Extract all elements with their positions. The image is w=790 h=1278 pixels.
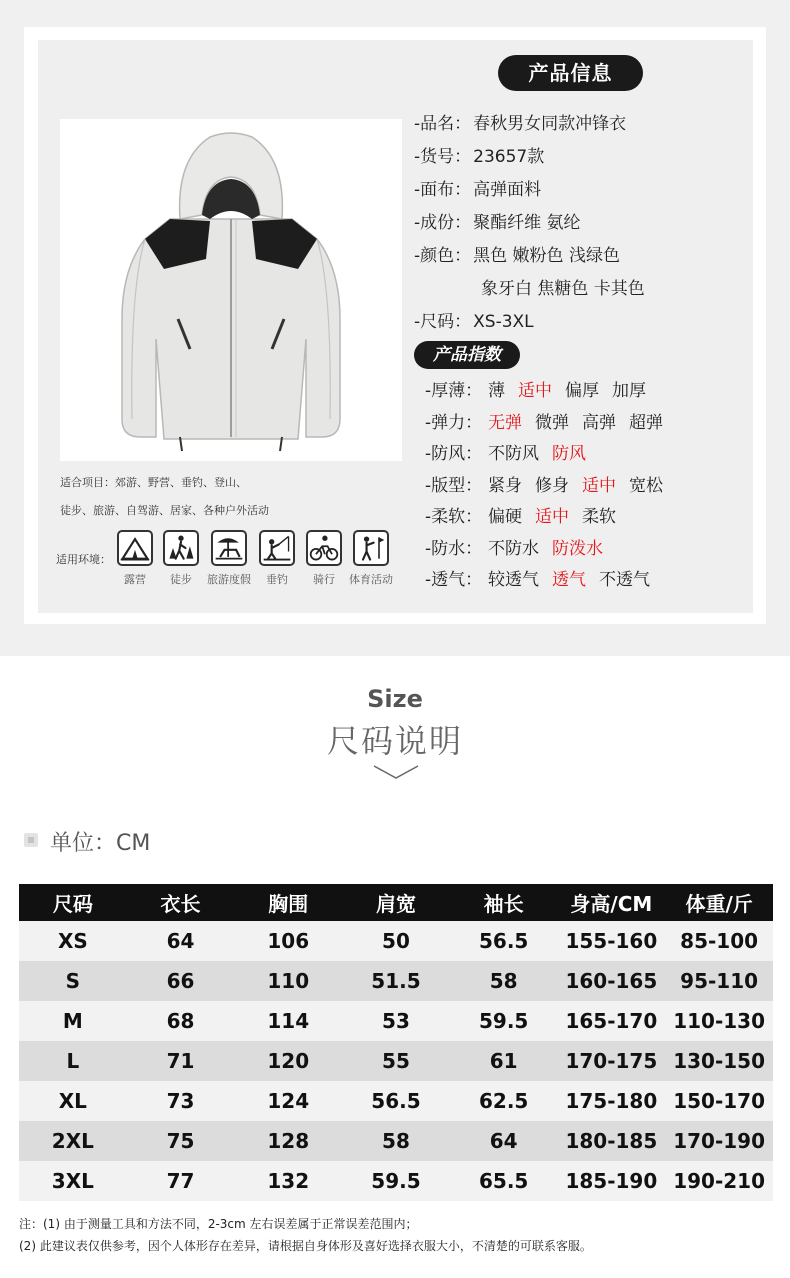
env-item-cycling	[299, 530, 349, 587]
env-caption: 露营	[124, 573, 146, 586]
index-option: 柔软	[582, 507, 616, 527]
suitable-line-2: 徒步、旅游、自驾游、居家、各种户外活动	[60, 504, 269, 517]
table-cell: 64	[450, 1121, 558, 1161]
info-row-colors-continued	[414, 275, 774, 308]
size-title-en: Size	[367, 685, 423, 713]
info-value: XS-3XL	[473, 312, 534, 332]
env-caption: 徒步	[170, 573, 192, 586]
size-chart-table	[19, 884, 773, 1201]
info-value: 高弹面料	[473, 180, 542, 200]
index-option: 加厚	[612, 381, 646, 401]
table-cell: 71	[127, 1041, 235, 1081]
index-option-selected: 防泼水	[552, 538, 603, 559]
size-title-cn: 尺码说明	[326, 722, 463, 760]
env-item-sports	[346, 530, 396, 587]
env-caption: 旅游度假	[207, 573, 251, 586]
index-option: 超弹	[629, 412, 663, 433]
env-item-hiking	[156, 530, 206, 587]
tent-icon	[117, 530, 153, 566]
table-cell: 61	[450, 1041, 558, 1081]
table-cell: XL	[19, 1081, 127, 1121]
table-cell: 160-165	[558, 961, 666, 1001]
table-header-cell: 尺码	[19, 884, 127, 921]
index-option: 较透气	[488, 570, 539, 590]
env-item-camping	[110, 530, 160, 587]
info-label: -尺码：	[414, 312, 472, 332]
table-cell: 106	[234, 921, 342, 961]
table-cell: L	[19, 1041, 127, 1081]
env-caption: 体育活动	[349, 573, 393, 586]
note-line-1: 注：(1) 由于测量工具和方法不同，2-3cm 左右误差属于正常误差范围内；	[19, 1217, 418, 1231]
table-header-cell: 体重/斤	[665, 884, 773, 921]
suitable-activities	[60, 469, 400, 525]
unit-label: 单位：CM	[50, 831, 151, 856]
index-option-selected: 防风	[552, 444, 586, 464]
table-header-row	[19, 884, 773, 921]
table-header-cell: 衣长	[127, 884, 235, 921]
table-cell: S	[19, 961, 127, 1001]
table-cell: 190-210	[665, 1161, 773, 1201]
table-cell: 64	[127, 921, 235, 961]
jacket-product-image	[60, 119, 402, 461]
index-option: 宽松	[629, 475, 663, 496]
table-header-cell: 胸围	[234, 884, 342, 921]
table-cell: 165-170	[558, 1001, 666, 1041]
note-line-2: (2) 此建议表仅供参考，因个人体形存在差异，请根据自身体形及喜好选择衣服大小，不清楚的可联系客服。	[19, 1239, 592, 1253]
table-row	[19, 921, 773, 961]
index-option: 不防水	[488, 538, 539, 559]
table-cell: 114	[234, 1001, 342, 1041]
table-row	[19, 1001, 773, 1041]
environment-icons	[116, 530, 406, 590]
index-option-selected: 适中	[535, 507, 569, 527]
info-row-name	[414, 110, 774, 143]
table-row	[19, 1121, 773, 1161]
table-cell: 73	[127, 1081, 235, 1121]
beach-chair-icon	[211, 530, 247, 566]
info-label: -货号：	[414, 147, 472, 167]
table-cell: 132	[234, 1161, 342, 1201]
table-cell: 77	[127, 1161, 235, 1201]
hiking-icon	[163, 530, 199, 566]
index-option-selected: 适中	[582, 475, 616, 496]
info-row-fabric	[414, 176, 774, 209]
cycling-icon	[306, 530, 342, 566]
chevron-down-icon	[373, 764, 419, 780]
index-option: 修身	[535, 475, 569, 496]
info-value: 23657款	[473, 147, 545, 167]
index-row	[425, 471, 775, 503]
env-caption: 垂钓	[266, 573, 288, 586]
table-cell: 2XL	[19, 1121, 127, 1161]
index-label: -弹力：	[425, 412, 483, 433]
info-label: -品名：	[414, 114, 472, 134]
info-value: 春秋男女同款冲锋衣	[473, 114, 627, 134]
table-cell: 66	[127, 961, 235, 1001]
table-cell: 185-190	[558, 1161, 666, 1201]
env-caption: 骑行	[313, 573, 335, 586]
suitable-line-1: 适合项目：郊游、野营、垂钓、登山、	[60, 476, 247, 489]
index-row	[425, 408, 775, 440]
index-option: 不防风	[488, 444, 539, 464]
table-row	[19, 1041, 773, 1081]
info-value: 象牙白 焦糖色 卡其色	[481, 279, 645, 299]
index-label: -透气：	[425, 570, 483, 590]
table-cell: 75	[127, 1121, 235, 1161]
table-cell: 59.5	[450, 1001, 558, 1041]
index-option-selected: 无弹	[488, 412, 522, 433]
fishing-icon	[259, 530, 295, 566]
table-cell: 58	[342, 1121, 450, 1161]
info-row-composition	[414, 209, 774, 242]
index-label: -防风：	[425, 444, 483, 464]
table-cell: 150-170	[665, 1081, 773, 1121]
info-row-sku	[414, 143, 774, 176]
table-cell: 85-100	[665, 921, 773, 961]
index-option: 薄	[488, 381, 505, 401]
index-label: -版型：	[425, 475, 483, 496]
table-cell: 130-150	[665, 1041, 773, 1081]
table-cell: 95-110	[665, 961, 773, 1001]
table-cell: 62.5	[450, 1081, 558, 1121]
table-cell: 110-130	[665, 1001, 773, 1041]
index-label: -防水：	[425, 538, 483, 559]
table-cell: M	[19, 1001, 127, 1041]
table-cell: 51.5	[342, 961, 450, 1001]
table-row	[19, 1081, 773, 1121]
info-value: 聚酯纤维 氨纶	[473, 213, 581, 233]
table-header-cell: 袖长	[450, 884, 558, 921]
table-cell: 128	[234, 1121, 342, 1161]
index-row	[425, 502, 775, 534]
table-cell: 59.5	[342, 1161, 450, 1201]
index-option-selected: 透气	[552, 570, 586, 590]
table-cell: 110	[234, 961, 342, 1001]
index-row	[425, 376, 775, 408]
unit-marker-icon	[24, 833, 38, 847]
index-option: 紧身	[488, 475, 522, 496]
table-cell: 120	[234, 1041, 342, 1081]
index-label: -柔软：	[425, 507, 483, 527]
table-cell: 50	[342, 921, 450, 961]
index-row	[425, 534, 775, 566]
info-label: -面布：	[414, 180, 472, 200]
table-header-cell: 身高/CM	[558, 884, 666, 921]
environment-label: 适用环境：	[56, 553, 111, 566]
size-notes	[19, 1213, 779, 1257]
info-row-size	[414, 308, 774, 341]
env-item-vacation	[204, 530, 254, 587]
index-option: 偏厚	[565, 381, 599, 401]
info-label: -成份：	[414, 213, 472, 233]
table-cell: 65.5	[450, 1161, 558, 1201]
table-cell: 170-175	[558, 1041, 666, 1081]
env-item-fishing	[252, 530, 302, 587]
product-info-title: 产品信息	[498, 55, 643, 91]
table-cell: 124	[234, 1081, 342, 1121]
info-label: -颜色：	[414, 246, 472, 266]
table-header-cell: 肩宽	[342, 884, 450, 921]
table-cell: 68	[127, 1001, 235, 1041]
table-cell: 170-190	[665, 1121, 773, 1161]
product-index-list	[425, 376, 775, 597]
index-option: 偏硬	[488, 507, 522, 527]
table-row	[19, 961, 773, 1001]
index-label: -厚薄：	[425, 381, 483, 401]
product-info-list	[414, 110, 774, 341]
table-cell: 56.5	[450, 921, 558, 961]
index-option: 微弹	[535, 412, 569, 433]
table-cell: 180-185	[558, 1121, 666, 1161]
index-option-selected: 适中	[518, 381, 552, 401]
table-cell: 58	[450, 961, 558, 1001]
table-cell: 3XL	[19, 1161, 127, 1201]
index-row	[425, 565, 775, 597]
index-option: 高弹	[582, 412, 616, 433]
table-cell: 55	[342, 1041, 450, 1081]
table-cell: 56.5	[342, 1081, 450, 1121]
index-option: 不透气	[599, 570, 650, 590]
table-cell: 175-180	[558, 1081, 666, 1121]
info-row-colors	[414, 242, 774, 275]
table-cell: 155-160	[558, 921, 666, 961]
info-value: 黑色 嫩粉色 浅绿色	[473, 246, 620, 266]
table-cell: 53	[342, 1001, 450, 1041]
table-cell: XS	[19, 921, 127, 961]
table-row	[19, 1161, 773, 1201]
index-row	[425, 439, 775, 471]
product-index-title: 产品指数	[414, 341, 520, 369]
golf-icon	[353, 530, 389, 566]
